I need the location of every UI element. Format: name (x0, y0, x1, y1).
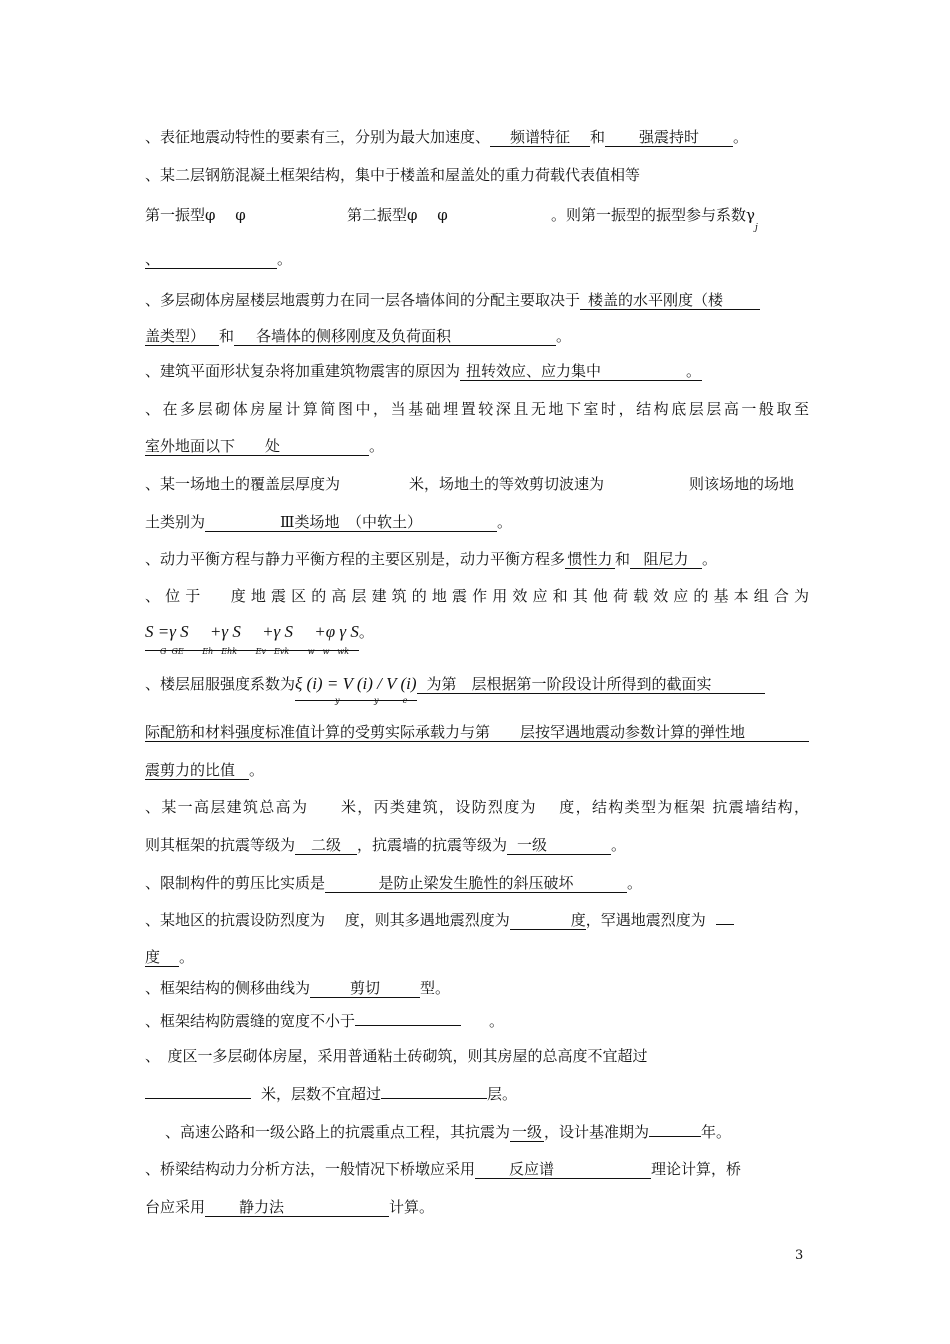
question-13: 、框架结构的侧移曲线为 剪切 型。 (145, 979, 451, 997)
answer-blank: 阻尼力 (630, 550, 702, 569)
answer-blank: 震剪力的比值 (145, 761, 249, 780)
question-9: 、楼层屈服强度系数为ξ (i) = V (i) / V (i) 为第 层根据第一阶段设计所得到的截面实 (145, 674, 765, 701)
question-4: 、建筑平面形状复杂将加重建筑物震害的原因为 扭转效应、应力集中 。 (145, 362, 702, 380)
question-16: 、高速公路和一级公路上的抗震重点工程，其抗震为 一级 ，设计基准期为 年。 (165, 1123, 732, 1141)
answer-blank: 静力法 (205, 1198, 389, 1217)
question-2-mode2: 第二振型φ φ (347, 206, 448, 224)
question-2-modes: 第一振型φ φ (145, 206, 246, 224)
question-1: 、表征地震动特性的要素有三，分别为最大加速度、 频谱特征 和 强震持时 。 (145, 128, 749, 146)
answer-blank: 强震持时 (605, 128, 733, 147)
answer-blank: 二级 (295, 836, 357, 855)
question-9-cont (145, 722, 809, 742)
question-14: 、框架结构防震缝的宽度不小于 。 (145, 1012, 505, 1030)
question-17: 、桥梁结构动力分析方法，一般情况下桥墩应采用 反应谱 理论计算，桥 (145, 1160, 742, 1178)
answer-blank: 反应谱 (475, 1160, 651, 1179)
question-6-c: 则该场地的场地 (689, 475, 795, 493)
answer-blank: 室外地面以下 处 (145, 437, 369, 456)
question-7: 、动力平衡方程与静力平衡方程的主要区别是，动力平衡方程多 惯性力 和 阻尼力 。 (145, 550, 718, 568)
yield-strength-formula: ξ (i) = V (i) / V (i) (295, 674, 417, 701)
question-9-cont2: 震剪力的比值 。 (145, 761, 265, 779)
page-number: 3 (795, 1248, 804, 1263)
answer-blank: 剪切 (310, 979, 420, 998)
answer-blank (649, 1136, 701, 1137)
question-5-cont: 室外地面以下 处 。 (145, 437, 385, 455)
answer-blank (355, 1025, 461, 1026)
question-5: 、在多层砌体房屋计算简图中，当基础埋置较深且无地下室时，结构底层层高一般取至 (145, 400, 809, 418)
question-10-cont: 则其框架的抗震等级为 二级 ，抗震墙的抗震等级为 一级 。 (145, 836, 627, 854)
answer-blank: Ⅲ类场地 （中软土） (205, 513, 497, 532)
question-10: 、某一高层建筑总高为 米，丙类建筑，设防烈度为 度，结构类型为框架 抗震墙结构， (145, 798, 809, 816)
question-8: 、 位 于 度 地 震 区 的 高 层 建 筑 的 地 震 作 用 效 应 和 其 他 荷 载 效 应 的 基 本 组 合 为 (145, 587, 809, 605)
question-3-cont: 盖类型） 和 各墙体的侧移刚度及负荷面积 。 (145, 327, 572, 345)
question-17-cont: 台应采用 静力法 计算。 (145, 1198, 435, 1216)
question-8-formula: S =γ S +γ S +γ S +φ γ S。 (145, 622, 374, 651)
formula-subscripts: G GE Eh Ehk Ev Evk w w wk (160, 647, 350, 656)
question-2-tail: 。则第一振型的振型参与系数$\gamma_j$ (551, 206, 758, 233)
answer-blank (381, 1098, 487, 1099)
question-6-b: 米，场地土的等效剪切波速为 (409, 475, 605, 493)
answer-blank: 盖类型） (145, 327, 219, 346)
answer-blank: 一级 (512, 1123, 543, 1141)
answer-blank: 际配筋和材料强度标准值计算的受剪实际承载力与第 层按罕遇地震动参数计算的弹性地 (145, 723, 809, 742)
answer-blank: 一级 (507, 836, 611, 855)
question-3: 、多层砌体房屋楼层地震剪力在同一层各墙体间的分配主要取决于 楼盖的水平刚度（楼 (145, 290, 760, 310)
answer-blank (716, 924, 734, 925)
answer-blank: 是防止梁发生脆性的斜压破坏 (325, 874, 627, 893)
question-15-cont: 米，层数不宜超过 层。 (145, 1084, 517, 1104)
answer-blank: 、 (145, 250, 277, 269)
question-12-cont: 度 。 (145, 948, 195, 966)
question-2-answer: 、 。 (145, 250, 293, 268)
answer-blank: 频谱特征 (490, 128, 590, 147)
question-6: 、某一场地土的覆盖层厚度为 (145, 475, 341, 493)
question-6-cont: 土类别为 Ⅲ类场地 （中软土） 。 (145, 513, 513, 531)
answer-blank (145, 1098, 251, 1099)
question-15: 、 度区一多层砌体房屋，采用普通粘土砖砌筑，则其房屋的总高度不宜超过 (145, 1047, 648, 1065)
answer-blank: 为第 层根据第一阶段设计所得到的截面实 (417, 675, 765, 694)
question-2: 、某二层钢筋混凝土框架结构，集中于楼盖和屋盖处的重力荷载代表值相等 (145, 166, 641, 184)
question-11: 、限制构件的剪压比实质是 是防止梁发生脆性的斜压破坏 。 (145, 874, 643, 892)
answer-blank: 扭转效应、应力集中 (460, 362, 702, 381)
combination-formula: S =γ S +γ S +γ S +φ γ S (145, 622, 359, 651)
answer-blank: 楼盖的水平刚度（楼 (580, 291, 760, 310)
answer-blank: 度 (145, 948, 179, 967)
answer-blank: 各墙体的侧移刚度及负荷面积 (234, 327, 556, 346)
answer-blank: 惯性力 (565, 550, 615, 569)
question-12: 、某地区的抗震设防烈度为 度，则其多遇地震烈度为 度，罕遇地震烈度为 (145, 910, 734, 930)
answer-blank: 度 (510, 911, 586, 930)
formula-subscripts: y y e (335, 696, 408, 705)
